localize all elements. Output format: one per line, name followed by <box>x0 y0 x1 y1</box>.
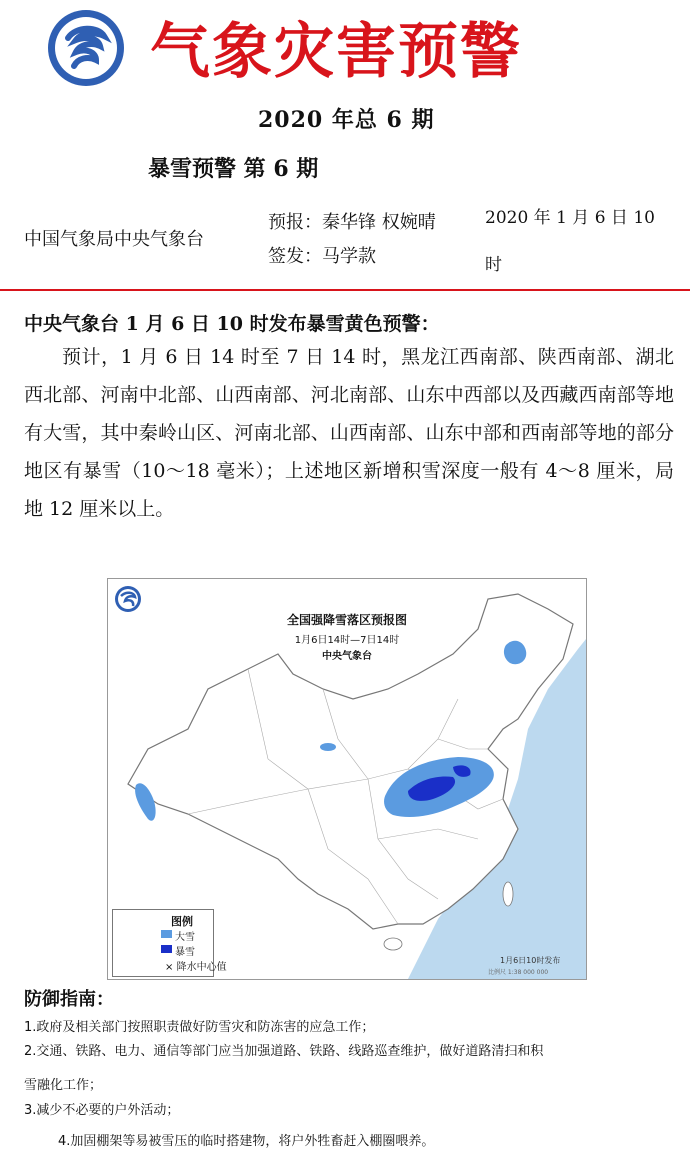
warning-headline: 中央气象台 1 月 6 日 10 时发布暴雪黄色预警： <box>24 313 440 335</box>
legend-item-blizzard: 暴雪 <box>175 943 195 955</box>
blizzard-swatch-icon <box>161 945 172 953</box>
guide-item: 4.加固棚架等易被雪压的临时搭建物，将户外牲畜赶入棚圈喂养。 <box>58 1134 435 1149</box>
issuer-line: 签发：马学款 <box>268 246 376 267</box>
guide-item: 3.减少不必要的户外活动； <box>24 1103 180 1118</box>
warning-paragraph: 预计，1 月 6 日 14 时至 7 日 14 时，黑龙江西南部、陕西南部、湖北西北部、河南中北部、山西南部、河北南部、山东中西部以及西藏西南部等地有大雪，其中秦岭山区、河南北部、山西南部、山东中部和西南部等地的部分地区有暴雪（10～18 毫米）；上述地区新增积雪深度一般有 4～8 厘米，局地 12 厘米以上。 <box>24 346 674 520</box>
agency-name: 中国气象局中央气象台 <box>24 229 204 250</box>
cma-logo-icon <box>46 8 126 88</box>
guide-item-continued: 雪融化工作； <box>24 1078 103 1093</box>
header-divider <box>0 289 690 291</box>
heavy-snow-swatch-icon <box>161 930 172 938</box>
cross-icon: × <box>165 962 174 973</box>
warning-issue: 暴雪预警 第 6 期 <box>148 156 319 182</box>
map-scale: 比例尺 1:38 000 000 <box>488 969 549 976</box>
page-title: 气象灾害预警 <box>150 17 522 87</box>
guide-item: 1.政府及相关部门按照职责做好防雪灾和防冻害的应急工作； <box>24 1020 375 1035</box>
map-issued-time: 1月6日10时发布 <box>500 956 561 965</box>
legend-title: 图例 <box>171 915 193 928</box>
map-agency: 中央气象台 <box>322 651 372 662</box>
guide-item: 2.交通、铁路、电力、通信等部门应当加强道路、铁路、线路巡查维护，做好道路清扫和积 <box>24 1044 544 1059</box>
snowfall-forecast-map <box>107 578 587 980</box>
legend-item-heavy-snow: 大雪 <box>175 928 195 940</box>
issue-date-continued: 时 <box>485 255 502 275</box>
map-legend <box>112 909 227 977</box>
issue-number: 2020 年总 6 期 <box>258 107 435 133</box>
issue-date: 2020 年 1 月 6 日 10 <box>485 208 655 228</box>
forecaster-line: 预报：秦华锋 权婉晴 <box>268 212 436 233</box>
map-title: 全国强降雪落区预报图 <box>286 613 407 627</box>
guide-title: 防御指南： <box>24 989 114 1010</box>
legend-item-center-value: × 降水中心值 <box>165 962 227 973</box>
map-subtitle: 1月6日14时—7日14时 <box>294 635 400 646</box>
